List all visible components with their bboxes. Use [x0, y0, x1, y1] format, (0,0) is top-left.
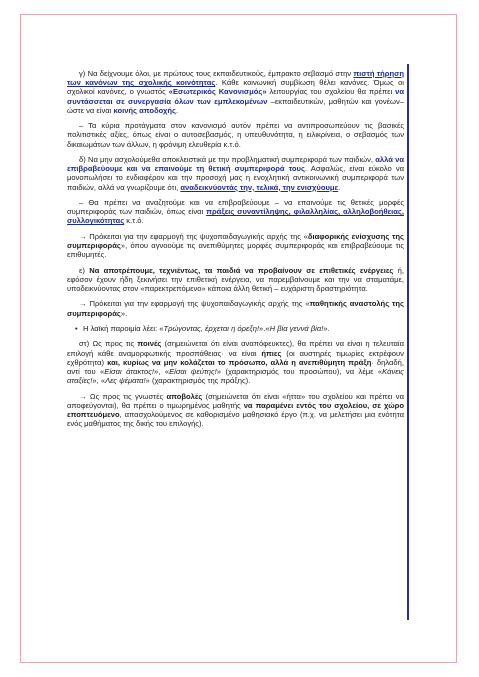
- emphasis-text: πράξεις συναντίληψης, φιλαλληλίας, αλληλοβοήθειας, συλλογικότητας: [67, 207, 404, 226]
- emphasis-text: Να αποτρέπουμε, τεχνιέντως, τα παιδιά να προβαίνουν σε επιθετικές ενέργειες: [89, 265, 394, 275]
- emphasis-text: Κάνεις αταξίες!: [67, 366, 404, 386]
- emphasis-text: να παραμένει εντός του σχολείου, σε χώρο εποπτευόμενο: [67, 400, 404, 419]
- text-run: , απασχολούμενος σε καθορισμένο μαθησιακό έργο (π.χ. να μελετήσει μια ενότητα ενός μαθήματος της δικής του επιλογής).: [67, 409, 404, 429]
- text-run: ή, εφόσον έχουν ήδη ξεκινήσει την επιθετική ενέργεια, να παρεμβαίνουμε και την να σταματάμε, υποδεικνύοντας στον «παρεκτρεπόμενο» κάποια άλλη θετική – ευχάριστη δραστηριότητα.: [67, 265, 404, 293]
- text-run: γ) Να δείχνουμε όλοι, με πρώτους τους εκπαιδευτικούς, έμπρακτο σεβασμό στην: [79, 69, 354, 78]
- proverb-item: [75, 324, 404, 333]
- paragraph-group-a: [67, 69, 404, 318]
- text-run: Η λαϊκή παροιμία λέει: «: [83, 323, 164, 333]
- text-run: λειτουργίας του σχολείου θα πρέπει: [266, 87, 396, 97]
- text-run: .: [175, 105, 179, 115]
- text-run: . Κάθε κοινωνική συμβίωση θέλει κανόνες. Όμως οι σχολικοί κανόνες, ο γνωστός: [67, 78, 404, 97]
- emphasis-text: διαφορικής ενίσχυσης της συμπεριφοράς: [67, 231, 404, 250]
- para-protagmata: [67, 121, 404, 149]
- text-run: » (χαρακτηρισμός του προσώπου), να λέμε «: [216, 366, 383, 376]
- text-run: », όπου αγνοούμε τις ανεπιθύμητες μορφές συμπεριφοράς και επιβραβεύουμε τις επιθυμητές.: [67, 241, 404, 260]
- emphasis-text: «Εσωτερικός Κανονισμός»: [168, 87, 267, 97]
- para-arxi-diaforikis: [67, 232, 404, 260]
- proverb-list: [67, 324, 404, 333]
- para-gamma: [67, 69, 404, 115]
- para-epsilon: [67, 266, 404, 294]
- text-run: » (χαρακτηρισμός της πράξης).: [145, 376, 251, 386]
- text-run: στ) Ως προς τις: [79, 339, 138, 349]
- margin-rule: [407, 64, 409, 620]
- text-run: δ) Να μην ασχολούμεθα αποκλειστικά με την προβληματική συμπεριφορά των παιδιών,: [79, 155, 376, 164]
- emphasis-text: ποινές: [137, 339, 162, 349]
- document-body: [67, 69, 404, 435]
- emphasis-text: Είσαι άτακτος!: [104, 366, 155, 376]
- emphasis-text: και, κυρίως να μην κολάζεται το πρόσωπο, αλλά η ανεπιθύμητη πράξη: [107, 357, 372, 367]
- para-st: [67, 339, 404, 385]
- text-run: ».«: [259, 323, 270, 333]
- emphasis-text: πιστή τήρηση των κανόνων της σχολικής κοινότητας: [67, 69, 404, 88]
- text-run: .: [338, 182, 341, 192]
- emphasis-text: Λες ψέματα!: [105, 376, 146, 386]
- text-run: (οι αυστηρές τιμωρίες εκτρέφουν εχθρότητα): [67, 348, 404, 367]
- text-run: (σημειώνεται ότι είναι αναπόφευκτες), θα πρέπει να είναι η τελευταία επιλογή κάθε αναμορφωτικής προσπάθειας· να είναι: [67, 339, 405, 358]
- paragraph-group-b: [67, 339, 404, 428]
- text-run: → Ως προς τις γνωστές: [79, 391, 167, 401]
- emphasis-text: κοινής αποδοχής: [113, 105, 176, 115]
- emphasis-text: Είσαι ψεύτης!: [169, 366, 217, 376]
- para-apovoles: [67, 392, 404, 429]
- text-run: ε): [79, 265, 90, 275]
- emphasis-text: Τρώγοντας, έρχεται η όρεξη!: [163, 323, 260, 333]
- text-run: → Πρόκειται για την εφαρμογή της ψυχοπαιδαγωγικής αρχής της «: [79, 231, 308, 241]
- text-run: κ.τ.ό.: [124, 216, 144, 226]
- text-run: – Θα πρέπει να αναζητούμε και να επιβραβεύουμε – να επαινούμε τις θετικές μορφές συμπεριφοράς των παιδιών, όπως είναι: [67, 198, 404, 217]
- text-run: – Τα κύρια προτάγματα στον κανονισμό αυτόν πρέπει να αντιπροσωπεύουν τις βασικές πολιτιστικές αξίες, όπως είναι ο αυτοσεβασμός, η υπευθυνότητα, η ειλικρίνεια, ο σεβασμός των δικαιωμάτων των άλλων, η φρόνιμη ελευθερία κ.τ.ό.: [67, 121, 404, 149]
- text-run: », «: [154, 366, 170, 376]
- text-run: –εκπαιδευτικών, μαθητών και γονέων– ώστε να είναι: [67, 96, 405, 115]
- text-run: . Ασφαλώς, είναι εύκολο να μονοπωλήσει το ενδιαφέρον και την προσοχή μας η ενοχλητική αντικοινωνική συμπεριφορά των παιδιών, αλλά να γνωρίζουμε ότι,: [67, 164, 405, 192]
- text-run: · δηλαδή, αντί του «: [67, 357, 404, 376]
- emphasis-text: αλλά να επιβραβεύουμε και να επαινούμε τη θετική συμπεριφορά τους: [67, 155, 404, 174]
- emphasis-text: αποβολές: [166, 391, 203, 401]
- text-run: ».: [120, 308, 128, 318]
- emphasis-text: αναδεικνύοντάς την, τελικά, την ενισχύουμε: [180, 182, 339, 192]
- para-arxi-anastolis: [67, 299, 404, 317]
- text-run: », «: [92, 376, 106, 386]
- text-run: ».: [323, 323, 330, 333]
- emphasis-text: ήπιες: [261, 348, 282, 358]
- text-run: (σημειώνεται ότι είναι «ήττα» του σχολείου και πρέπει να αποφεύγονται), θα πρέπει ο τιμωρημένος μαθητής: [67, 391, 404, 410]
- emphasis-text: Η βία γεννά βία!: [269, 323, 324, 333]
- text-run: → Πρόκειται για την εφαρμογή της ψυχοπαιδαγωγικής αρχής της «: [79, 299, 310, 309]
- emphasis-text: παθητικής αναστολής της συμπεριφοράς: [67, 299, 404, 318]
- para-anazitoume: [67, 198, 404, 226]
- para-delta: [67, 155, 404, 192]
- emphasis-text: να συντάσσεται σε συνεργασία όλων των εμπλεκομένων: [67, 87, 404, 106]
